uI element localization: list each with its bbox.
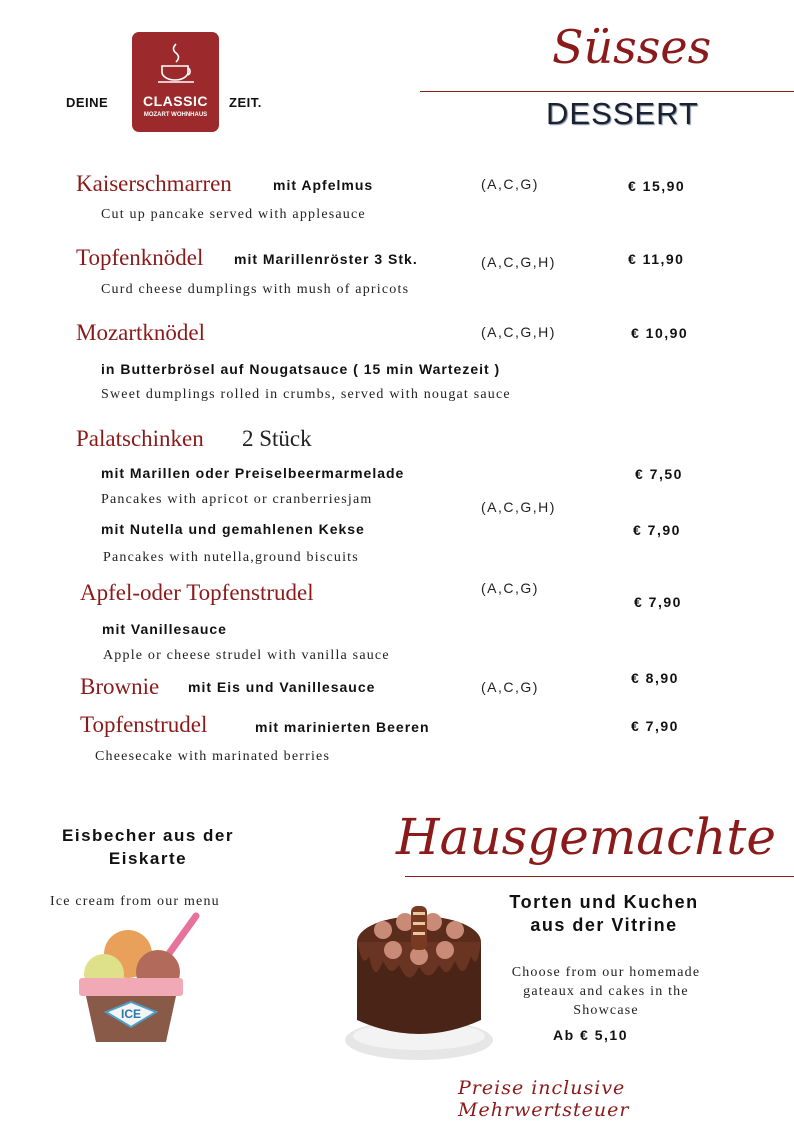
allergens: (A,C,G) <box>481 679 539 695</box>
price: € 15,90 <box>628 178 686 194</box>
dish-name: Apfel-oder Topfenstrudel <box>80 580 314 605</box>
dish-sub: mit marinierten Beeren <box>255 719 430 735</box>
price: € 7,90 <box>633 522 681 538</box>
homemade-en: Choose from our homemade gateaux and cakes in the Showcase <box>511 965 701 1018</box>
header-divider <box>420 91 794 92</box>
allergens: (A,C,G) <box>481 176 539 192</box>
dish-name: Topfenstrudel <box>80 712 208 737</box>
price: € 7,50 <box>635 466 683 482</box>
allergens: (A,C,G) <box>481 580 539 596</box>
footer-note: Preise inclusive Mehrwertsteuer <box>458 1077 630 1121</box>
dish-en: Cut up pancake served with applesauce <box>101 207 366 222</box>
dish-name: Kaiserschmarren <box>76 171 232 196</box>
dish-name: Brownie <box>80 674 160 699</box>
dish-name: Mozartknödel <box>76 320 206 345</box>
logo-classic: CLASSIC <box>143 93 208 109</box>
variant-sub: mit Marillen oder Preiselbeermarmelade <box>101 465 405 481</box>
chocolate-cake-icon <box>343 890 495 1062</box>
icecream-en: Ice cream from our menu <box>50 894 220 909</box>
icecream-title: Eisbecher aus der Eiskarte <box>62 826 234 868</box>
variant-en: Pancakes with apricot or cranberriesjam <box>101 492 373 507</box>
price: € 10,90 <box>631 325 689 341</box>
price: € 7,90 <box>634 594 682 610</box>
homemade-script-title: Hausgemachte <box>396 808 776 866</box>
price: € 7,90 <box>631 718 679 734</box>
price: € 11,90 <box>628 251 685 267</box>
logo-word-left: DEINE <box>66 95 109 110</box>
ice-cream-cup-icon <box>76 912 200 1044</box>
cup-label: ICE <box>120 1007 142 1021</box>
allergens: (A,C,G,H) <box>481 499 556 515</box>
dish-name: Palatschinken <box>76 426 204 451</box>
dish-en: Apple or cheese strudel with vanilla sauce <box>103 648 390 663</box>
page-title: DESSERT <box>546 96 699 131</box>
dish-en: Sweet dumplings rolled in crumbs, served with nougat sauce <box>101 387 511 402</box>
variant-sub: mit Nutella und gemahlenen Kekse <box>101 521 365 537</box>
logo <box>132 32 219 132</box>
dish-qty: 2 Stück <box>242 426 312 451</box>
dish-sub: mit Marillenröster 3 Stk. <box>234 251 418 267</box>
homemade-price: Ab € 5,10 <box>553 1027 628 1043</box>
homemade-divider <box>405 876 794 877</box>
dish-name: Topfenknödel <box>76 245 204 270</box>
dish-en: Cheesecake with marinated berries <box>95 749 331 764</box>
variant-en: Pancakes with nutella,ground biscuits <box>103 550 359 565</box>
dish-sub: mit Vanillesauce <box>102 621 227 637</box>
price: € 8,90 <box>631 670 679 686</box>
coffee-cup-icon <box>154 40 198 86</box>
allergens: (A,C,G,H) <box>481 324 556 340</box>
dish-sub: in Butterbrösel auf Nougatsauce ( 15 min Wartezeit ) <box>101 361 501 377</box>
dish-en: Curd cheese dumplings with mush of apricots <box>101 282 410 297</box>
logo-word-right: ZEIT. <box>229 95 262 110</box>
logo-sub: MOZART WOHNHAUS <box>143 112 208 118</box>
dish-sub: mit Eis und Vanillesauce <box>188 679 376 695</box>
dish-sub: mit Apfelmus <box>273 177 374 193</box>
allergens: (A,C,G,H) <box>481 254 556 270</box>
header-script-title: Süsses <box>552 20 712 74</box>
homemade-title: Torten und Kuchen aus der Vitrine <box>509 892 699 935</box>
